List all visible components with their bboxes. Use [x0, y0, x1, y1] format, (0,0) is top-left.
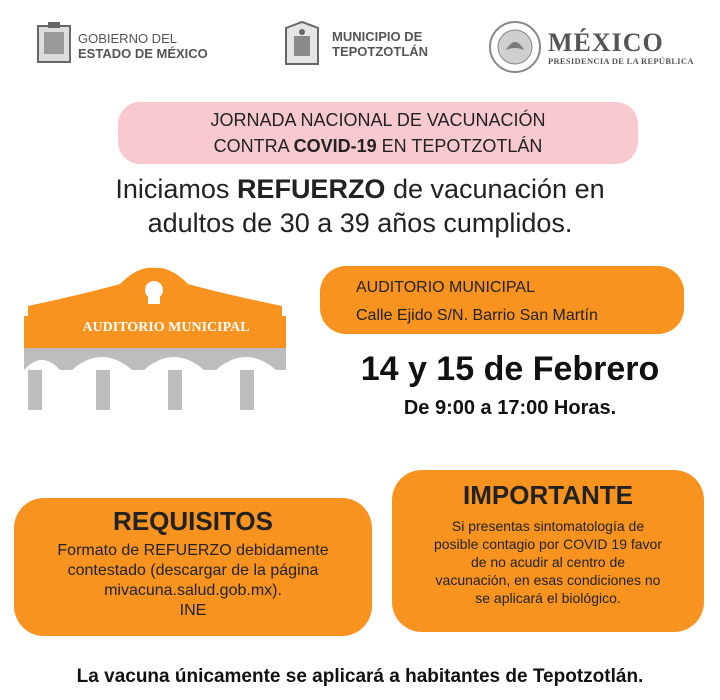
importante-line: vacunación, en esas condiciones no: [435, 572, 661, 588]
tepotzotlan-seal-icon: [282, 20, 322, 68]
requisitos-box: [14, 498, 372, 636]
mexico-title: MÉXICO: [548, 28, 664, 57]
requisitos-body: [14, 541, 372, 621]
headline-bold: REFUERZO: [236, 174, 386, 204]
municipio-line1: MUNICIPIO DE: [332, 29, 423, 44]
auditorio-building-icon: [24, 264, 286, 414]
requisitos-line: INE: [179, 602, 207, 619]
gobierno-edomex-logo: [36, 22, 226, 72]
event-hours: De 9:00 a 17:00 Horas.: [403, 397, 617, 419]
gov-line2: ESTADO DE MÉXICO: [78, 45, 208, 61]
venue-name: AUDITORIO MUNICIPAL: [356, 279, 535, 296]
national-seal-icon: [488, 20, 542, 74]
requisitos-title: REQUISITOS: [113, 506, 273, 536]
banner-line2-pre: CONTRA: [213, 136, 294, 156]
footer-notice: La vacuna únicamente se aplicará a habitantes de Tepotzotlán.: [76, 666, 644, 687]
requisitos-line: contestado (descargar de la página: [67, 562, 319, 579]
auditorio-illustration: [24, 264, 286, 414]
headline-pre: Iniciamos: [115, 174, 237, 204]
venue-address-box: [320, 266, 684, 334]
headline-post: de vacunación en: [385, 174, 605, 204]
importante-title: IMPORTANTE: [463, 480, 633, 510]
banner-line2-bold: COVID-19: [293, 136, 377, 156]
banner-line2: [118, 133, 638, 159]
mexico-subtitle: PRESIDENCIA DE LA REPÚBLICA: [548, 56, 694, 66]
campaign-banner: [118, 102, 638, 164]
edomex-seal-icon: [36, 22, 72, 66]
importante-line: posible contagio por COVID 19 favor: [433, 536, 662, 552]
headline: [0, 172, 720, 240]
mexico-presidencia-logo: [488, 20, 698, 74]
banner-line2-post: EN TEPOTZOTLÁN: [376, 136, 543, 156]
event-date: 14 y 15 de Febrero: [360, 350, 660, 388]
auditorio-sign: AUDITORIO MUNICIPAL: [82, 320, 250, 335]
municipio-line2: TEPOTZOTLÁN: [332, 43, 429, 59]
importante-body: [392, 517, 704, 607]
importante-line: se aplicará el biológico.: [475, 590, 621, 606]
importante-line: Si presentas sintomatología de: [451, 518, 645, 534]
banner-line1: JORNADA NACIONAL DE VACUNACIÓN: [210, 110, 546, 130]
importante-box: [392, 470, 704, 632]
headline-line2: adultos de 30 a 39 años cumplidos.: [147, 208, 573, 238]
requisitos-line: mivacuna.salud.gob.mx).: [104, 582, 282, 599]
importante-line: de no acudir al centro de: [470, 554, 626, 570]
headline-line1: [0, 172, 720, 206]
gov-line1: GOBIERNO DEL: [78, 31, 177, 46]
venue-address: Calle Ejido S/N. Barrio San Martín: [356, 307, 598, 324]
municipio-logo: [282, 20, 462, 72]
requisitos-line: Formato de REFUERZO debidamente: [57, 542, 329, 559]
